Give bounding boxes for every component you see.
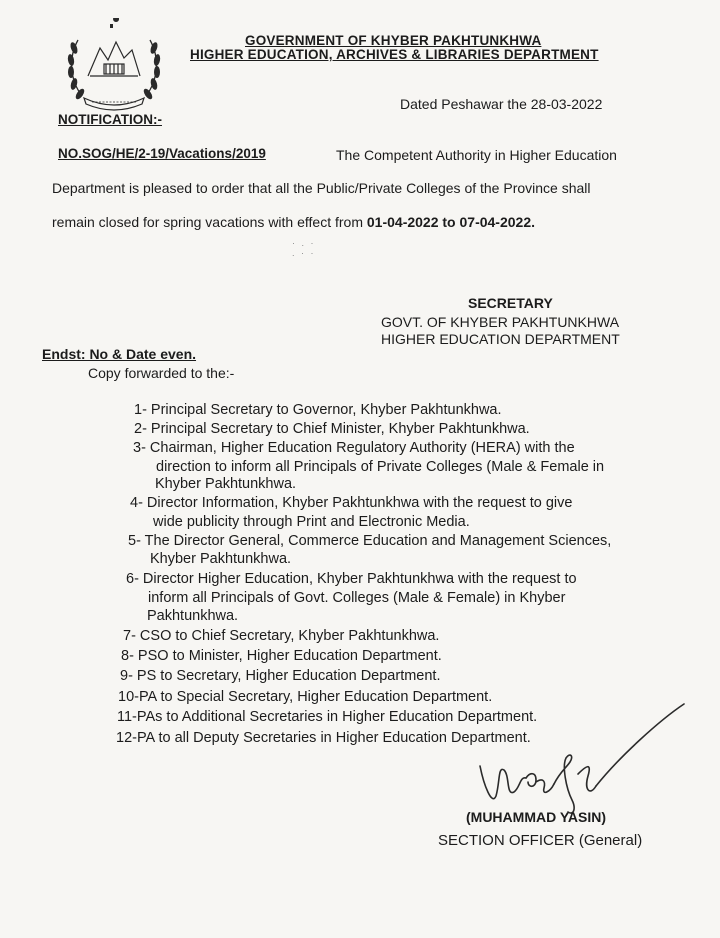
- scan-speckle: · . · . · ·: [292, 238, 316, 258]
- list-item-continuation: Khyber Pakhtunkhwa.: [150, 551, 292, 567]
- body-line-2: Department is pleased to order that all the Public/Private Colleges of the Province shall: [52, 180, 591, 196]
- endorsement-line: Endst: No & Date even.: [42, 346, 197, 362]
- signatory-title: SECTION OFFICER (General): [438, 832, 643, 849]
- list-item-continuation: inform all Principals of Govt. Colleges (Male & Female) in Khyber: [148, 590, 566, 606]
- list-item: 3- Chairman, Higher Education Regulatory Authority (HERA) with the: [133, 440, 575, 456]
- list-item: 9- PS to Secretary, Higher Education Department.: [120, 668, 441, 684]
- body-line-3-text: remain closed for spring vacations with effect from: [52, 214, 367, 230]
- secretary-govt: GOVT. OF KHYBER PAKHTUNKHWA: [381, 314, 620, 330]
- list-item-continuation: Khyber Pakhtunkhwa.: [155, 476, 297, 492]
- body-line-3: [52, 214, 535, 230]
- list-item: 4- Director Information, Khyber Pakhtunkhwa with the request to give: [130, 495, 573, 511]
- secretary-title: SECRETARY: [468, 295, 553, 311]
- header-government-name: GOVERNMENT OF KHYBER PAKHTUNKHWA: [245, 33, 542, 48]
- list-item: 2- Principal Secretary to Chief Minister, Khyber Pakhtunkhwa.: [134, 421, 530, 437]
- list-item: 6- Director Higher Education, Khyber Pakhtunkhwa with the request to: [126, 571, 577, 587]
- list-item: 12-PA to all Deputy Secretaries in Higher Education Department.: [116, 730, 531, 746]
- list-item: 8- PSO to Minister, Higher Education Department.: [121, 648, 442, 664]
- list-item: 11-PAs to Additional Secretaries in Higher Education Department.: [117, 709, 538, 725]
- list-item: 5- The Director General, Commerce Education and Management Sciences,: [128, 533, 612, 549]
- list-item-continuation: Pakhtunkhwa.: [147, 608, 239, 624]
- list-item-continuation: direction to inform all Principals of Private Colleges (Male & Female in: [156, 459, 605, 475]
- header-department-name: HIGHER EDUCATION, ARCHIVES & LIBRARIES DEPARTMENT: [190, 47, 599, 62]
- body-line-1: The Competent Authority in Higher Education: [336, 147, 617, 163]
- government-seal-icon: [62, 18, 166, 114]
- signatory-name: (MUHAMMAD YASIN): [466, 809, 606, 825]
- copy-forwarded-line: Copy forwarded to the:-: [88, 365, 235, 381]
- notification-heading: NOTIFICATION:-: [58, 112, 162, 127]
- list-item: 7- CSO to Chief Secretary, Khyber Pakhtunkhwa.: [123, 628, 440, 644]
- list-item: 1- Principal Secretary to Governor, Khyber Pakhtunkhwa.: [134, 402, 502, 418]
- list-item-continuation: wide publicity through Print and Electronic Media.: [153, 514, 470, 530]
- list-item: 10-PA to Special Secretary, Higher Education Department.: [118, 689, 493, 705]
- reference-number: NO.SOG/HE/2-19/Vacations/2019: [58, 146, 266, 161]
- date-line: Dated Peshawar the 28-03-2022: [400, 96, 603, 112]
- signature-icon: [470, 696, 700, 826]
- vacation-dates: 01-04-2022 to 07-04-2022.: [366, 214, 535, 230]
- secretary-department: HIGHER EDUCATION DEPARTMENT: [381, 331, 620, 347]
